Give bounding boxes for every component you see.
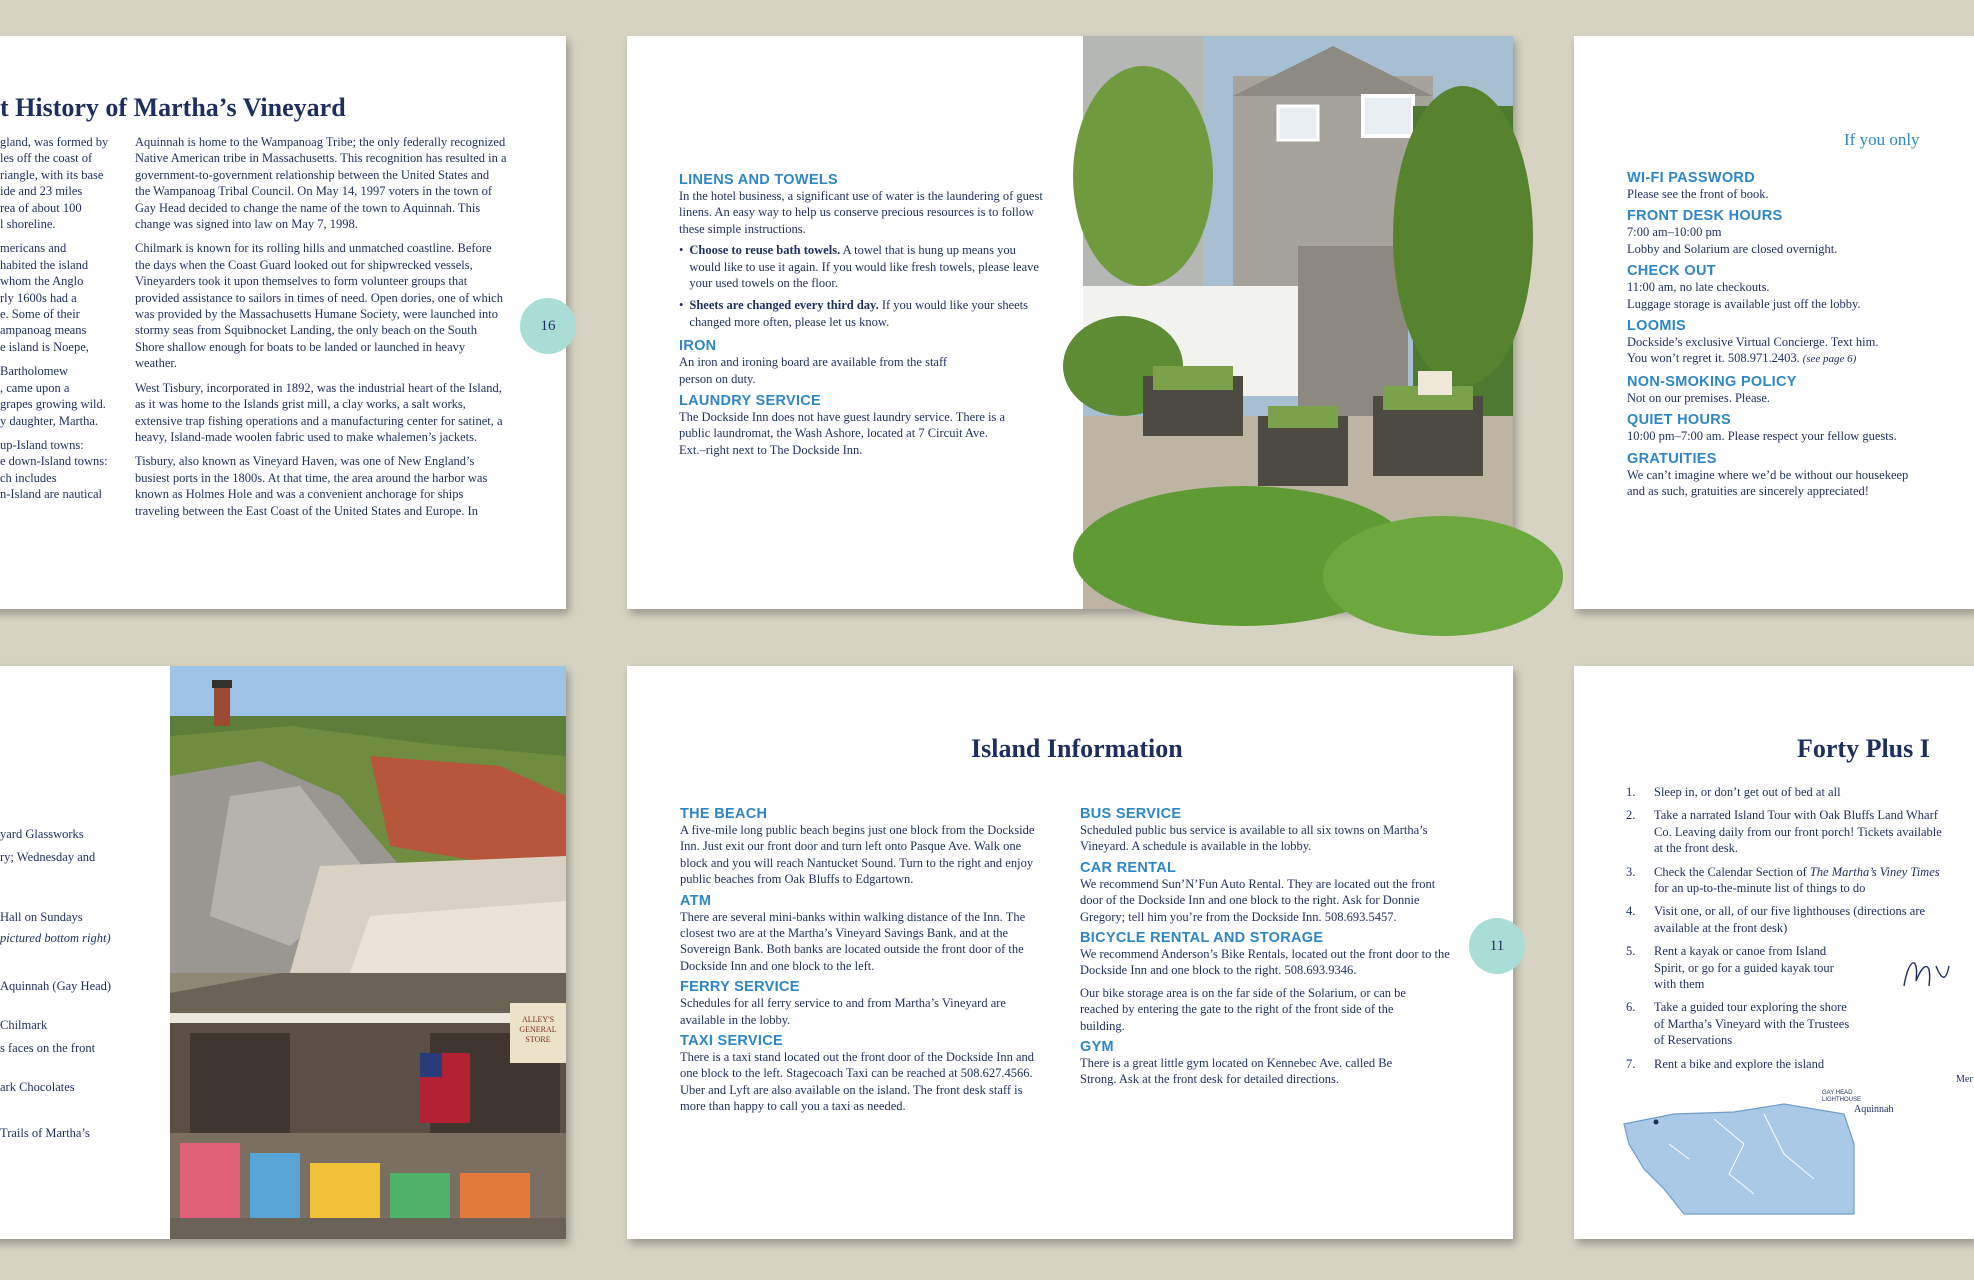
island-info-title: Island Information <box>971 734 1183 763</box>
wifi-heading: WI-FI PASSWORD <box>1627 170 1755 186</box>
atm-heading: ATM <box>680 892 712 909</box>
item-number: 3. <box>1626 864 1636 879</box>
info-item-check-out <box>1627 263 1967 312</box>
history-left-line: mericans and <box>0 241 67 256</box>
bullet-text: A towel that is hung up means you would like to use it again. If you would like fresh towels, please leave your used towels on the floor. <box>689 243 1039 291</box>
forty-plus-page <box>1574 666 1974 1239</box>
signature-scribble <box>1894 946 1954 1006</box>
activity-line: yard Glassworks <box>0 827 84 841</box>
item-number: 6. <box>1626 1000 1636 1015</box>
cliffs-illustration <box>170 666 566 973</box>
taxi-body: There is a taxi stand located out the front door of the Dockside Inn and one block to the left. Stagecoach Taxi can be reached at 508.627.4566. Uber and Lyft are also available on the island. The front desk staff is more than happy to call you a taxi as needed. <box>680 1050 1035 1114</box>
loomis-body <box>1627 334 1967 368</box>
list-item <box>1626 903 1946 936</box>
history-left-line: n-Island are nautical <box>0 487 103 502</box>
history-title: t History of Martha’s Vineyard <box>0 93 346 122</box>
beach-heading: THE BEACH <box>680 806 768 822</box>
quiet-hours-heading: QUIET HOURS <box>1627 412 1731 429</box>
item-number: 5. <box>1626 944 1636 959</box>
quick-info-page <box>1574 36 1974 609</box>
car-rental-heading: CAR RENTAL <box>1080 859 1177 876</box>
activity-line: Chilmark <box>0 1018 48 1032</box>
map-label-partial: Mer <box>1956 1074 1973 1085</box>
activity-line: Hall on Sundays <box>0 910 83 924</box>
store-sign: ALLEY'S GENERAL STORE <box>519 1015 557 1044</box>
item-number: 4. <box>1626 904 1636 919</box>
item-number: 7. <box>1626 1056 1636 1071</box>
bicycle-storage-body: Our bike storage area is on the far side of the Solarium, or can be reached by entering the gate to the right of the front side of the building. <box>1080 985 1406 1033</box>
bullet-reuse-towels <box>679 242 1049 291</box>
activity-line: ry; Wednesday and <box>0 850 96 864</box>
bullet-bold: Sheets are changed every third day. <box>689 298 879 313</box>
history-left-line: e. Some of their <box>0 307 80 322</box>
patio-photo <box>1083 36 1513 609</box>
wifi-body: Please see the front of book. <box>1627 187 1769 201</box>
item-number: 1. <box>1626 785 1636 799</box>
history-left-line: e island is Noepe, <box>0 339 89 354</box>
activities-page <box>0 666 566 1239</box>
item-text: Sleep in, or don’t get out of bed at all <box>1654 785 1841 799</box>
list-item <box>1626 864 1946 897</box>
patio-photo-illustration <box>1083 36 1513 609</box>
history-left-line: les off the coast of <box>0 151 93 166</box>
item-text-italic: The Martha’s Viney Times <box>1809 864 1940 879</box>
bus-heading: BUS SERVICE <box>1080 806 1182 822</box>
history-left-line: riangle, with its base <box>0 167 104 182</box>
laundry-heading: LAUNDRY SERVICE <box>679 393 822 410</box>
check-out-body: 11:00 am, no late checkouts. Luggage storage is available just off the lobby. <box>1627 280 1861 311</box>
atm-body: There are several mini-banks within walking distance of the Inn. The closest two are at the Martha’s Vineyard Savings Bank, and at the Sovereign Bank. Both banks are located outside the front door of the Dockside Inn and one block to the left. <box>680 909 1026 973</box>
history-left-line: ch includes <box>0 470 57 485</box>
iron-heading: IRON <box>679 338 717 355</box>
map-label-lighthouse-text: GAY HEAD LIGHTHOUSE <box>1822 1090 1862 1103</box>
beach-body: A five-mile long public beach begins just one block from the Dockside Inn. Just exit our front door and turn left onto Pasque Ave. Walk one block and you will reach Nantucket Sound. Turn to the right and enjoy public beaches from Oak Bluffs to Edgartown. <box>680 823 1035 887</box>
non-smoking-heading: NON-SMOKING POLICY <box>1627 373 1797 390</box>
bicycle-heading: BICYCLE RENTAL AND STORAGE <box>1080 930 1324 947</box>
activity-line: ark Chocolates <box>0 1080 75 1094</box>
forty-plus-title: Forty Plus I <box>1797 734 1930 763</box>
history-left-line: grapes growing wild. <box>0 397 106 412</box>
activity-line: s faces on the front <box>0 1041 96 1055</box>
paragraph-west-tisbury: West Tisbury, incorporated in 1892, was the industrial heart of the Island, as it was home to the Islands grist mill, a clay works, a salt works, extensive trap fishing operations and a manufacturing center for satinet, a heavy, Island-made woolen fabric used to make whalemen’s jackets. <box>135 380 503 444</box>
iron-body: An iron and ironing board are available from the staff person on duty. <box>679 355 948 386</box>
history-left-line: Bartholomew <box>0 364 69 379</box>
linens-body: In the hotel business, a significant use of water is the laundering of guest linens. An easy way to help us conserve precious resources is to follow these simple instructions. <box>679 189 1043 236</box>
activity-line: Aquinnah (Gay Head) <box>0 979 112 993</box>
history-left-line: whom the Anglo <box>0 274 84 289</box>
gym-heading: GYM <box>1080 1039 1114 1056</box>
history-right-column <box>135 134 507 519</box>
bullet-dot: • <box>679 298 684 313</box>
info-item-gratuities <box>1627 451 1967 500</box>
item-text: Visit one, or all, of our five lighthouses (directions are available at the front desk) <box>1654 904 1926 935</box>
linens-heading: LINENS AND TOWELS <box>679 172 838 188</box>
history-left-line <box>0 355 110 363</box>
front-desk-body: 7:00 am–10:00 pm Lobby and Solarium are closed overnight. <box>1627 225 1838 256</box>
front-desk-heading: FRONT DESK HOURS <box>1627 208 1783 225</box>
bullet-dot: • <box>679 243 684 258</box>
item-text: Rent a kayak or canoe from Island Spirit, or go for a guided kayak tour with them <box>1654 944 1834 992</box>
history-left-line: rea of about 100 <box>0 200 82 215</box>
paragraph-aquinnah: Aquinnah is home to the Wampanoag Tribe; the only federally recognized Native American tribe in Massachusetts. This recognition has resulted in a government-to-government relationship between the United States and the Wampanoag Tribal Council. On May 14, 1997 voters in the town of Gay Head decided to change the name of the town to Aquinnah. This change was signed into law on May 7, 1998. <box>135 135 507 232</box>
activity-line: pictured bottom right) <box>0 931 111 945</box>
info-item-quiet-hours <box>1627 412 1967 444</box>
item-text: Rent a bike and explore the island <box>1654 1056 1825 1071</box>
page-number-badge: 11 <box>1469 918 1525 974</box>
history-left-line <box>0 429 110 437</box>
gym-body: There is a great little gym located on Kennebec Ave. called Be Strong. Ask at the front desk for detailed directions. <box>1080 1056 1393 1087</box>
laundry-body: The Dockside Inn does not have guest laundry service. There is a public laundromat, the Wash Ashore, located at 7 Circuit Ave. Ext.–right next to The Dockside Inn. <box>679 410 1006 457</box>
bus-body: Scheduled public bus service is available to all six towns on Martha’s Vineyard. A schedule is available in the lobby. <box>1080 823 1428 854</box>
paragraph-chilmark: Chilmark is known for its rolling hills and unmatched coastline. Before the days when the Coast Guard looked out for shipwrecked vessels, Vineyarders took it upon themselves to form volunteer groups that provided assistance to sailors in times of need. Open dories, one of which was provided by the Massachusetts Humane Society, were launched into stormy seas from Squibnocket Landing, the only beach on the South Shore shallow enough for boats to be landed or launched in heavy weather. <box>135 241 503 371</box>
loomis-text: Dockside’s exclusive Virtual Concierge. Text him. You won’t regret it. 508.971.2403. <box>1627 335 1879 366</box>
bicycle-body: We recommend Anderson’s Bike Rentals, located out the front door to the Dockside Inn and one block to the right. 508.693.9346. <box>1080 947 1450 978</box>
history-left-column <box>0 134 110 503</box>
history-left-line: ide and 23 miles <box>0 184 83 199</box>
history-left-line: up-Island towns: <box>0 437 84 452</box>
ferry-body: Schedules for all ferry service to and from Martha’s Vineyard are available in the lobby. <box>680 996 1006 1027</box>
item-text-part: for an up-to-the-minute list of things to do <box>1654 881 1866 896</box>
store-illustration <box>170 973 566 1239</box>
gratuities-body: We can’t imagine where we’d be without our housekeep and as such, gratuities are sincerely appreciated! <box>1627 467 1909 499</box>
gay-head-cliffs-photo <box>170 666 566 973</box>
car-rental-body: We recommend Sun’N’Fun Auto Rental. They are located out the front door of the Dockside Inn and one block to the right. Ask for Donnie Gregory; tell him you’re from the Dockside Inn. 508.693.5457. <box>1080 876 1436 924</box>
check-out-heading: CHECK OUT <box>1627 263 1716 280</box>
history-left-line: ampanoag means <box>0 323 87 338</box>
item-number: 2. <box>1626 808 1636 823</box>
forty-plus-list <box>1626 784 1946 1079</box>
info-item-non-smoking <box>1627 374 1967 406</box>
loomis-note: (see page 6) <box>1799 353 1857 366</box>
taxi-heading: TAXI SERVICE <box>680 1033 783 1050</box>
quick-info-list <box>1627 170 1967 505</box>
bullet-bold: Choose to reuse bath towels. <box>689 243 841 258</box>
info-item-front-desk <box>1627 208 1967 257</box>
bullet-sheets <box>679 297 1049 330</box>
activities-list <box>0 666 160 1239</box>
list-item <box>1626 784 1946 800</box>
history-left-line: l shoreline. <box>0 217 56 232</box>
map-label-aquinnah: Aquinnah <box>1854 1104 1894 1115</box>
item-text-part: Check the Calendar Section of <box>1654 864 1810 879</box>
info-item-loomis <box>1627 318 1967 368</box>
history-left-line: habited the island <box>0 257 89 272</box>
bullet-text: If you would like your sheets changed more often, please let us know. <box>689 298 1029 329</box>
list-item <box>1626 807 1946 856</box>
history-left-line: , came upon a <box>0 380 70 395</box>
island-info-left-column <box>680 806 1050 1115</box>
info-item-wifi <box>1627 170 1967 202</box>
page-number-badge: 16 <box>520 298 576 354</box>
list-item <box>1626 1056 1946 1072</box>
ferry-heading: FERRY SERVICE <box>680 979 800 996</box>
activity-line: Trails of Martha’s <box>0 1126 90 1140</box>
amenities-text <box>679 172 1049 458</box>
non-smoking-body: Not on our premises. Please. <box>1627 390 1771 405</box>
item-text: Take a guided tour exploring the shore of Martha’s Vineyard with the Trustees of Reservations <box>1654 1000 1850 1048</box>
list-item <box>1626 999 1856 1048</box>
loomis-heading: LOOMIS <box>1627 318 1686 335</box>
history-left-line <box>0 232 110 240</box>
item-text: Take a narrated Island Tour with Oak Bluffs Land Wharf Co. Leaving daily from our front porch! Tickets available at the front desk. <box>1654 808 1942 856</box>
history-page <box>0 36 566 609</box>
gratuities-heading: GRATUITIES <box>1627 450 1717 467</box>
paragraph-tisbury: Tisbury, also known as Vineyard Haven, was one of New England’s busiest ports in the 1800s. At that time, the area around the harbor was known as Holmes Hole and was a convenient anchorage for ships traveling between the East Coast of the United States and Europe. In <box>135 454 488 518</box>
history-left-line: gland, was formed by <box>0 135 109 149</box>
island-info-right-column <box>1080 806 1460 1088</box>
general-store-photo <box>170 973 566 1239</box>
quiet-hours-body: 10:00 pm–7:00 am. Please respect your fellow guests. <box>1627 429 1897 444</box>
island-map <box>1614 1084 1854 1214</box>
history-left-line: e down-Island towns: <box>0 454 108 469</box>
history-left-line: rly 1600s had a <box>0 290 77 305</box>
amenities-page <box>627 36 1513 609</box>
list-item <box>1626 943 1856 992</box>
quick-info-heading: If you only <box>1844 130 1920 149</box>
history-left-line: y daughter, Martha. <box>0 413 99 428</box>
item-text <box>1654 864 1946 897</box>
island-information-page <box>627 666 1513 1239</box>
